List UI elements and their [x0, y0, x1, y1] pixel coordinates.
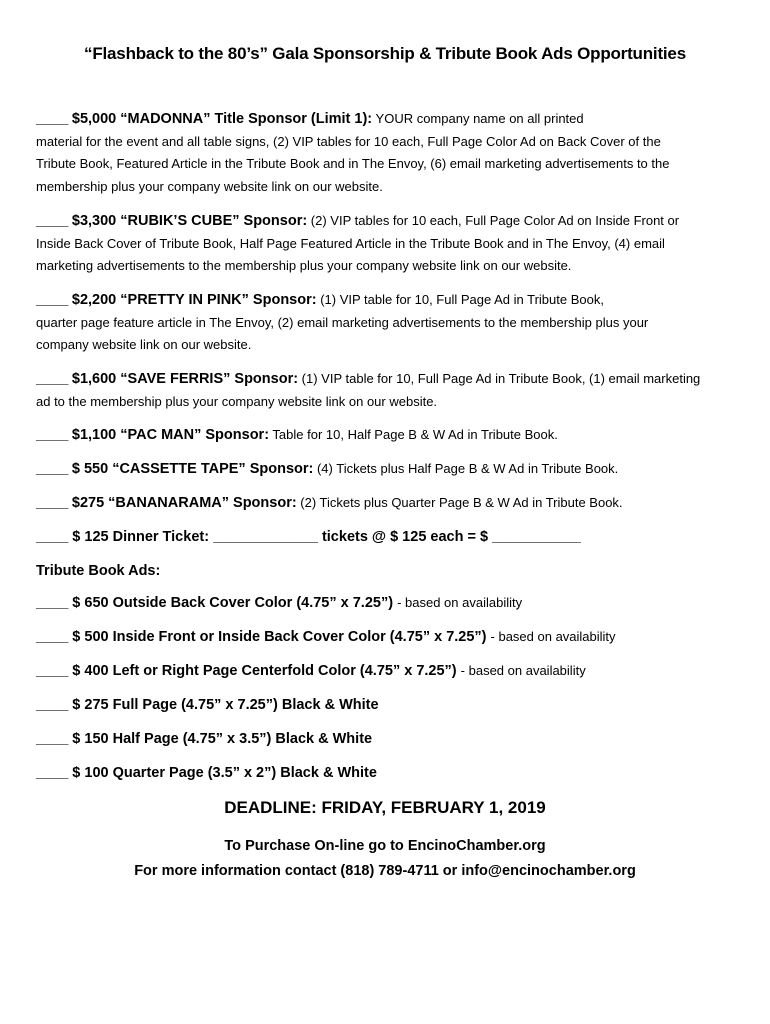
sponsor-cassette-tape — [36, 458, 736, 481]
sponsor-pac-man — [36, 424, 736, 447]
tribute-book-ads-heading: Tribute Book Ads: — [36, 563, 161, 579]
checkbox-blank[interactable]: ____ — [36, 663, 69, 679]
ticket-total-field[interactable]: ___________ — [492, 529, 581, 545]
purchase-online-text: To Purchase On-line go to EncinoChamber.org — [224, 838, 546, 854]
sponsor-desc-line: (2) Tickets plus Quarter Page B & W Ad in Tribute Book. — [300, 495, 623, 510]
ad-quarter-page — [36, 765, 756, 781]
ad-note: - based on availability — [490, 629, 616, 644]
checkbox-blank[interactable]: ____ — [36, 629, 69, 645]
sponsor-desc-line: YOUR company name on all printed — [375, 111, 584, 126]
ad-label: $ 400 Left or Right Page Centerfold Color (4.75” x 7.25”) — [72, 663, 457, 679]
sponsor-heading: $5,000 “MADONNA” Title Sponsor (Limit 1): — [71, 111, 373, 127]
checkbox-blank[interactable]: ____ — [36, 697, 69, 713]
checkbox-blank[interactable]: ____ — [36, 595, 69, 611]
ad-outside-back-cover — [36, 595, 756, 611]
checkbox-blank[interactable]: ____ — [36, 292, 69, 308]
sponsor-heading: $2,200 “PRETTY IN PINK” Sponsor: — [71, 292, 317, 308]
ad-label: $ 650 Outside Back Cover Color (4.75” x 7.25”) — [72, 595, 394, 611]
dinner-ticket-price-text: tickets @ $ 125 each = $ — [321, 529, 489, 545]
ticket-count-field[interactable]: _____________ — [213, 529, 318, 545]
ad-label: $ 150 Half Page (4.75” x 3.5”) Black & White — [72, 731, 373, 747]
ad-note: - based on availability — [460, 663, 586, 678]
sponsor-desc-line: Tribute Book, Featured Article in the Tribute Book and in The Envoy, (6) email marketing advertisements to the — [36, 156, 670, 171]
checkbox-blank[interactable]: ____ — [36, 427, 69, 443]
checkbox-blank[interactable]: ____ — [36, 371, 69, 387]
deadline-heading: DEADLINE: FRIDAY, FEBRUARY 1, 2019 — [224, 798, 546, 817]
sponsor-desc-line: company website link on our website. — [36, 337, 252, 352]
sponsor-heading: $ 550 “CASSETTE TAPE” Sponsor: — [71, 461, 314, 477]
ad-half-page — [36, 731, 756, 747]
ad-inside-cover — [36, 629, 756, 645]
sponsor-heading: $1,600 “SAVE FERRIS” Sponsor: — [71, 371, 299, 387]
ad-note: - based on availability — [397, 595, 523, 610]
checkbox-blank[interactable]: ____ — [36, 111, 69, 127]
sponsor-heading: $275 “BANANARAMA” Sponsor: — [71, 495, 297, 511]
sponsor-desc-line: (4) Tickets plus Half Page B & W Ad in Tribute Book. — [316, 461, 619, 476]
dinner-ticket-line — [36, 526, 736, 549]
sponsor-pretty-in-pink — [36, 289, 736, 357]
sponsor-bananarama — [36, 492, 736, 515]
sponsor-desc-line: ad to the membership plus your company website link on our website. — [36, 393, 438, 409]
sponsor-madonna — [36, 108, 736, 198]
sponsor-desc-line: (1) VIP table for 10, Full Page Ad in Tribute Book, (1) email marketing — [301, 371, 701, 386]
contact-info-text: For more information contact (818) 789-4711 or info@encinochamber.org — [134, 863, 636, 879]
sponsor-desc-line: marketing advertisements to the membership plus your company website link on our website. — [36, 258, 572, 273]
ad-label: $ 275 Full Page (4.75” x 7.25”) Black & White — [72, 697, 379, 713]
ad-full-page — [36, 697, 756, 713]
sponsor-desc-line: (1) VIP table for 10, Full Page Ad in Tribute Book, — [320, 292, 604, 307]
sponsor-heading: $3,300 “RUBIK’S CUBE” Sponsor: — [71, 213, 308, 229]
checkbox-blank[interactable]: ____ — [36, 461, 69, 477]
page-title: “Flashback to the 80’s” Gala Sponsorship & Tribute Book Ads Opportunities — [84, 44, 686, 63]
sponsor-desc-line: material for the event and all table signs, (2) VIP tables for 10 each, Full Page Color Ad on Back Cover of the — [36, 133, 661, 149]
sponsor-rubiks-cube — [36, 210, 736, 278]
checkbox-blank[interactable]: ____ — [36, 731, 69, 747]
checkbox-blank[interactable]: ____ — [36, 529, 69, 545]
sponsor-heading: $1,100 “PAC MAN” Sponsor: — [71, 427, 270, 443]
checkbox-blank[interactable]: ____ — [36, 765, 69, 781]
checkbox-blank[interactable]: ____ — [36, 495, 69, 511]
sponsor-save-ferris — [36, 368, 736, 413]
sponsor-desc-line: Inside Back Cover of Tribute Book, Half Page Featured Article in the Tribute Book and in The Envoy, (4) email — [36, 235, 665, 251]
sponsor-desc-line: membership plus your company website link on our website. — [36, 178, 383, 194]
sponsor-desc-line: (2) VIP tables for 10 each, Full Page Color Ad on Inside Front or — [310, 213, 680, 228]
dinner-ticket-label: $ 125 Dinner Ticket: — [72, 529, 210, 545]
sponsor-desc-line: Table for 10, Half Page B & W Ad in Tribute Book. — [272, 427, 558, 442]
ad-label: $ 100 Quarter Page (3.5” x 2”) Black & White — [72, 765, 377, 781]
ad-centerfold — [36, 663, 756, 679]
sponsor-desc-line: quarter page feature article in The Envoy, (2) email marketing advertisements to the membership plus your — [36, 314, 649, 330]
ad-label: $ 500 Inside Front or Inside Back Cover Color (4.75” x 7.25”) — [72, 629, 487, 645]
checkbox-blank[interactable]: ____ — [36, 213, 69, 229]
